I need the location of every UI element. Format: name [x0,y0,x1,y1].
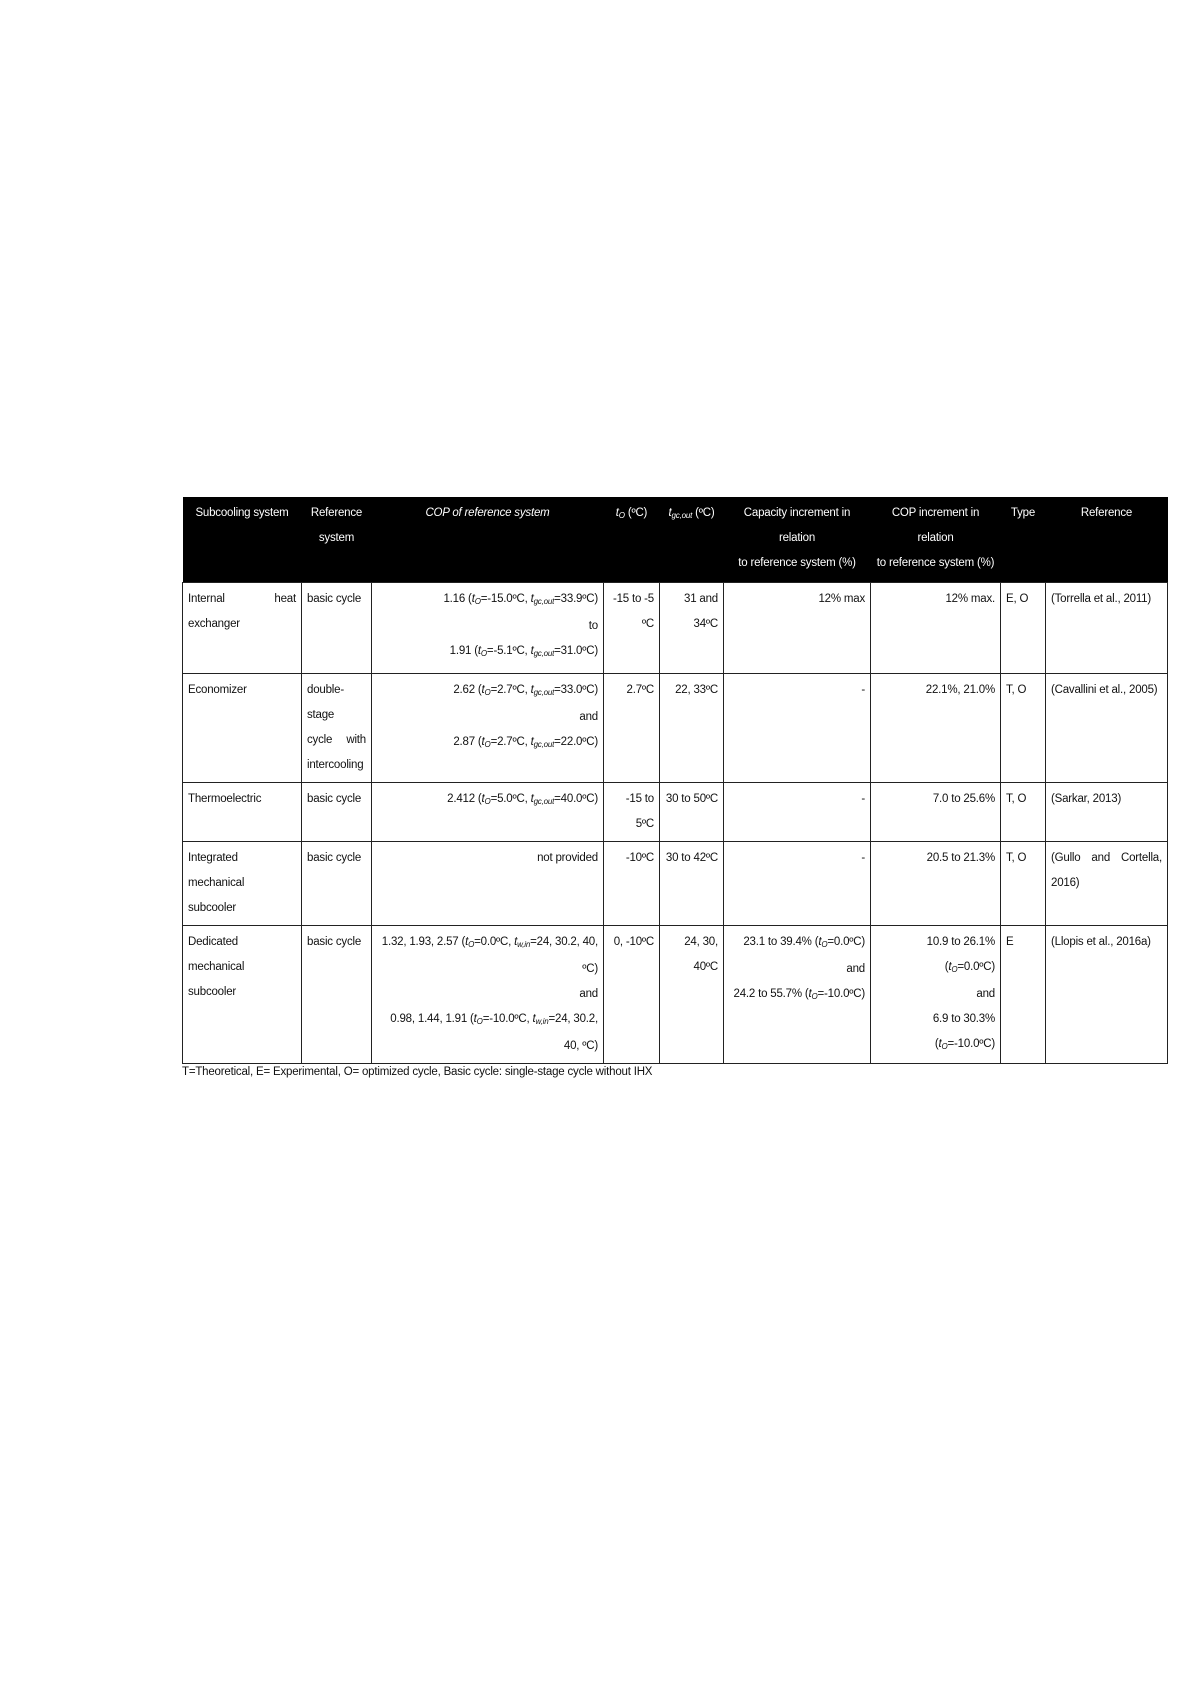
cell-cop-increment [871,783,1001,842]
cell-cop-reference [372,583,604,674]
cell-subcooling-system [183,842,302,926]
header-text: Subcooling system [195,507,289,519]
cell-line: not provided [537,852,598,864]
cell-tgc-out [660,583,724,674]
cell-subcooling-system [183,926,302,1064]
cell-line: T, O [1006,852,1027,864]
cell-cop-reference [372,842,604,926]
header-text: Reference [310,507,363,519]
cell-line: 1.32, 1.93, 2.57 ($t_O=0.0ºC$, $t_{w,in}=24$, 30.2, 40, ºC) [381,936,598,975]
cell-tgc-out [660,926,724,1064]
cell-capacity-increment [724,783,871,842]
cell-reference [1046,926,1168,1064]
cell-to [604,783,660,842]
header-unit: (ºC) [624,507,648,519]
cell-cop-increment [871,926,1001,1064]
header-subscript: gc,out [671,511,693,520]
cell-type [1001,583,1046,674]
cell-type [1001,926,1046,1064]
cell-cop-increment [871,842,1001,926]
cell-line: Integrated mechanical [188,852,245,889]
cell-line: basic cycle [307,793,362,805]
header-reference-system [302,497,372,583]
cell-line: -10ºC [625,852,654,864]
cell-reference [1046,674,1168,783]
table-header [183,497,1168,583]
results-table-container [182,497,1167,1078]
cell-line: and [579,711,598,723]
header-cop-increment [871,497,1001,583]
header-subscript: O [618,511,625,520]
cell-capacity-increment [724,674,871,783]
cell-type [1001,674,1046,783]
cell-capacity-increment [724,842,871,926]
header-to [604,497,660,583]
cell-line: intercooling [307,759,364,771]
cell-line: T, O [1006,684,1027,696]
cell-line: Thermoelectric [188,793,262,805]
cell-line: 30 to 50ºC [665,793,718,805]
table-body [183,583,1168,1064]
cell-line: E [1006,936,1014,948]
cell-cop-reference [372,926,604,1064]
cell-reference [1046,583,1168,674]
cell-line: - [861,793,865,805]
cell-line: 2016) [1051,877,1080,889]
cell-line: cycle with [307,734,366,746]
cell-line: 2.412 ($t_O=5.0ºC$, $t_{gc,out}=40.0ºC$) [447,793,598,806]
cell-line: subcooler [188,902,237,914]
header-text: COP increment in relation [891,507,980,544]
cell-line: to [588,620,598,632]
cell-line: Dedicated mechanical [188,936,245,973]
cell-line: - [861,684,865,696]
cell-reference-system [302,926,372,1064]
cell-line: 22.1%, 21.0% [925,684,995,696]
cell-tgc-out [660,842,724,926]
cell-line: E, O [1006,593,1029,605]
cell-line: 12% max. [945,593,995,605]
cell-reference-system [302,583,372,674]
cell-line: T, O [1006,793,1027,805]
cell-capacity-increment [724,583,871,674]
cell-to [604,926,660,1064]
table-row [183,783,1168,842]
header-row [183,497,1168,583]
cell-line: 24.2 to 55.7% $(t_O=-10.0ºC)$ [733,988,865,1001]
header-text: to reference system (%) [876,557,995,569]
cell-line: 30 to 42ºC [665,852,718,864]
cell-reference-system [302,783,372,842]
cell-line: basic cycle [307,936,362,948]
header-subcooling-system [183,497,302,583]
cell-line: 2.7ºC [626,684,654,696]
table-row [183,926,1168,1064]
cell-line: -15 to [625,793,654,805]
cell-line: and [846,963,865,975]
cell-tgc-out [660,674,724,783]
cell-line: 7.0 to 25.6% [932,793,995,805]
cell-line: 31 and [684,593,718,605]
cell-line: (Cavallini et al., 2005) [1051,684,1158,696]
header-text: Reference [1080,507,1133,519]
header-unit: (ºC) [692,507,715,519]
cell-to [604,674,660,783]
cell-to [604,842,660,926]
header-cop-reference [372,497,604,583]
header-text: Type [1010,507,1036,519]
header-text: t [668,507,672,519]
cell-line: basic cycle [307,852,362,864]
cell-line: 6.9 to 30.3% $(t_O=-10.0ºC)$ [932,1013,995,1051]
table-row [183,842,1168,926]
cell-line: 24, 30, [684,936,718,948]
cell-tgc-out [660,783,724,842]
cell-reference-system [302,842,372,926]
header-reference [1046,497,1168,583]
cell-line: 5ºC [635,818,654,830]
cell-cop-increment [871,583,1001,674]
cell-line: 40ºC [693,961,718,973]
cell-line: subcooler [188,986,237,998]
cell-line: and [976,988,995,1000]
cell-type [1001,783,1046,842]
cell-line: 22, 33ºC [675,684,718,696]
cell-line: (Llopis et al., 2016a) [1051,936,1151,948]
cell-subcooling-system [183,674,302,783]
cell-cop-reference [372,674,604,783]
cell-reference [1046,783,1168,842]
cell-line: -15 to -5 [612,593,654,605]
table-row [183,674,1168,783]
cell-cop-increment [871,674,1001,783]
cell-line: 1.91 ($t_O=-5.1ºC$, $t_{gc,out}=31.0ºC$) [449,645,598,658]
cell-line: 10.9 to 26.1% $(t_O=0.0ºC)$ [926,936,995,974]
cell-line: 12% max [818,593,865,605]
cell-line: double-stage [307,684,344,721]
cell-capacity-increment [724,926,871,1064]
cell-line: (Gullo and Cortella, [1051,852,1162,864]
cell-line: and [579,988,598,1000]
cell-line: 23.1 to 39.4% $(t_O=0.0ºC)$ [743,936,865,949]
cell-subcooling-system [183,583,302,674]
subcooling-comparison-table [182,497,1168,1064]
cell-line: 0.98, 1.44, 1.91 ($t_O=-10.0ºC$, $t_{w,in}=24$, 30.2, 40, ºC) [390,1013,598,1052]
table-row [183,583,1168,674]
cell-line: (Torrella et al., 2011) [1051,593,1152,605]
cell-line: - [861,852,865,864]
cell-type [1001,842,1046,926]
header-text: system [318,532,355,544]
cell-reference-system [302,674,372,783]
cell-line: Internal heat exchanger [188,593,296,630]
cell-line: ºC [641,618,654,630]
header-capacity-increment [724,497,871,583]
cell-line: 20.5 to 21.3% [926,852,995,864]
cell-line: 2.62 ($t_O=2.7ºC$, $t_{gc,out}=33.0ºC$) [453,684,598,697]
cell-line: (Sarkar, 2013) [1051,793,1122,805]
cell-to [604,583,660,674]
header-text: to reference system (%) [738,557,856,569]
cell-line: Economizer [188,684,247,696]
cell-line: basic cycle [307,593,362,605]
header-type [1001,497,1046,583]
cell-line: 0, -10ºC [613,936,654,948]
header-tgc-out [660,497,724,583]
table-footnote: T=Theoretical, E= Experimental, O= optimized cycle, Basic cycle: single-stage cycle without IHX [182,1066,653,1078]
header-text: t [615,507,619,519]
cell-line: 34ºC [693,618,718,630]
header-text: Capacity increment in relation [743,507,851,544]
cell-line: 1.16 ($t_O=-15.0ºC$, $t_{gc,out}=33.9ºC$) [443,593,598,606]
cell-cop-reference [372,783,604,842]
cell-reference [1046,842,1168,926]
header-text: COP of reference system [425,507,550,519]
cell-subcooling-system [183,783,302,842]
cell-line: 2.87 ($t_O=2.7ºC$, $t_{gc,out}=22.0ºC$) [453,736,598,749]
